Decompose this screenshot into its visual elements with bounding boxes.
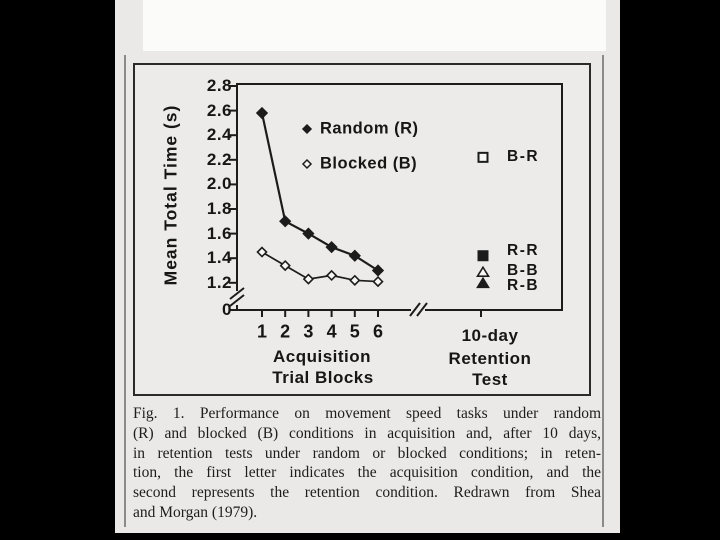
caption-line: second represents the retention condition. Redrawn from Shea [133, 484, 601, 502]
x-tick-label: 5 [349, 321, 360, 342]
figure-box [133, 63, 591, 396]
x-tick-label: 3 [303, 321, 314, 342]
y-tick-label: 1.8 [206, 199, 232, 218]
retention-point-label: B-B [507, 261, 540, 279]
retention-point-label: B-R [507, 148, 540, 166]
top-white-strip [143, 0, 606, 51]
diamond-open-legend-marker [303, 160, 311, 168]
legend-entry: Random (R) [320, 119, 419, 138]
caption-line: in retention tests under random or blocked conditions; in reten- [133, 444, 601, 462]
caption-line: tion, the first letter indicates the acquisition condition, and the [133, 464, 601, 482]
diamond-open-marker [258, 248, 267, 257]
square-filled-marker [479, 251, 488, 260]
retention-point-label: R-B [507, 276, 540, 294]
column-rule-right [602, 55, 604, 527]
diamond-open-marker [304, 275, 313, 284]
caption-line: (R) and blocked (B) conditions in acquisition and, after 10 days, [133, 424, 601, 442]
x-tick-label: 2 [280, 321, 291, 342]
y-tick-label: 1.6 [206, 223, 232, 243]
retention-label: 10-day [461, 326, 519, 345]
triangle-filled-marker [478, 278, 489, 287]
diamond-filled-marker [257, 108, 267, 118]
triangle-open-marker [478, 267, 489, 276]
retention-label: Test [472, 370, 508, 389]
acquisition-label: Acquisition [272, 347, 372, 366]
retention-point-label: R-R [507, 241, 540, 259]
y-axis-title: Mean Total Time (s) [160, 104, 181, 286]
diamond-open-marker [350, 276, 359, 285]
retention-label: Retention [448, 349, 532, 368]
y-tick-label: 0 [222, 300, 232, 319]
diamond-open-marker [281, 261, 290, 270]
diamond-filled-marker [303, 229, 313, 239]
y-tick-label: 2.8 [206, 76, 232, 95]
diamond-filled-legend-marker [303, 125, 311, 133]
x-tick-label: 1 [256, 321, 268, 342]
y-tick-label: 1.4 [206, 248, 232, 268]
diamond-filled-marker [327, 242, 337, 252]
x-tick-label: 4 [326, 321, 337, 342]
caption-line: Fig. 1. Performance on movement speed tasks under random [133, 405, 601, 422]
y-tick-label: 2.2 [206, 149, 232, 169]
y-tick-label: 1.2 [206, 272, 232, 292]
column-rule-left [124, 55, 126, 527]
x-tick-label: 6 [372, 321, 384, 342]
diamond-open-marker [327, 271, 336, 280]
diamond-filled-marker [280, 216, 290, 226]
y-tick-label: 2.4 [206, 125, 232, 145]
caption-line: and Morgan (1979). [133, 503, 258, 521]
square-open-marker [479, 153, 488, 162]
y-tick-label: 2.6 [206, 100, 232, 120]
y-tick-label: 2.0 [206, 174, 232, 194]
diamond-open-marker [374, 277, 383, 286]
acquisition-label: Trial Blocks [272, 368, 374, 387]
legend-entry: Blocked (B) [320, 154, 418, 173]
figure-caption [133, 404, 601, 523]
